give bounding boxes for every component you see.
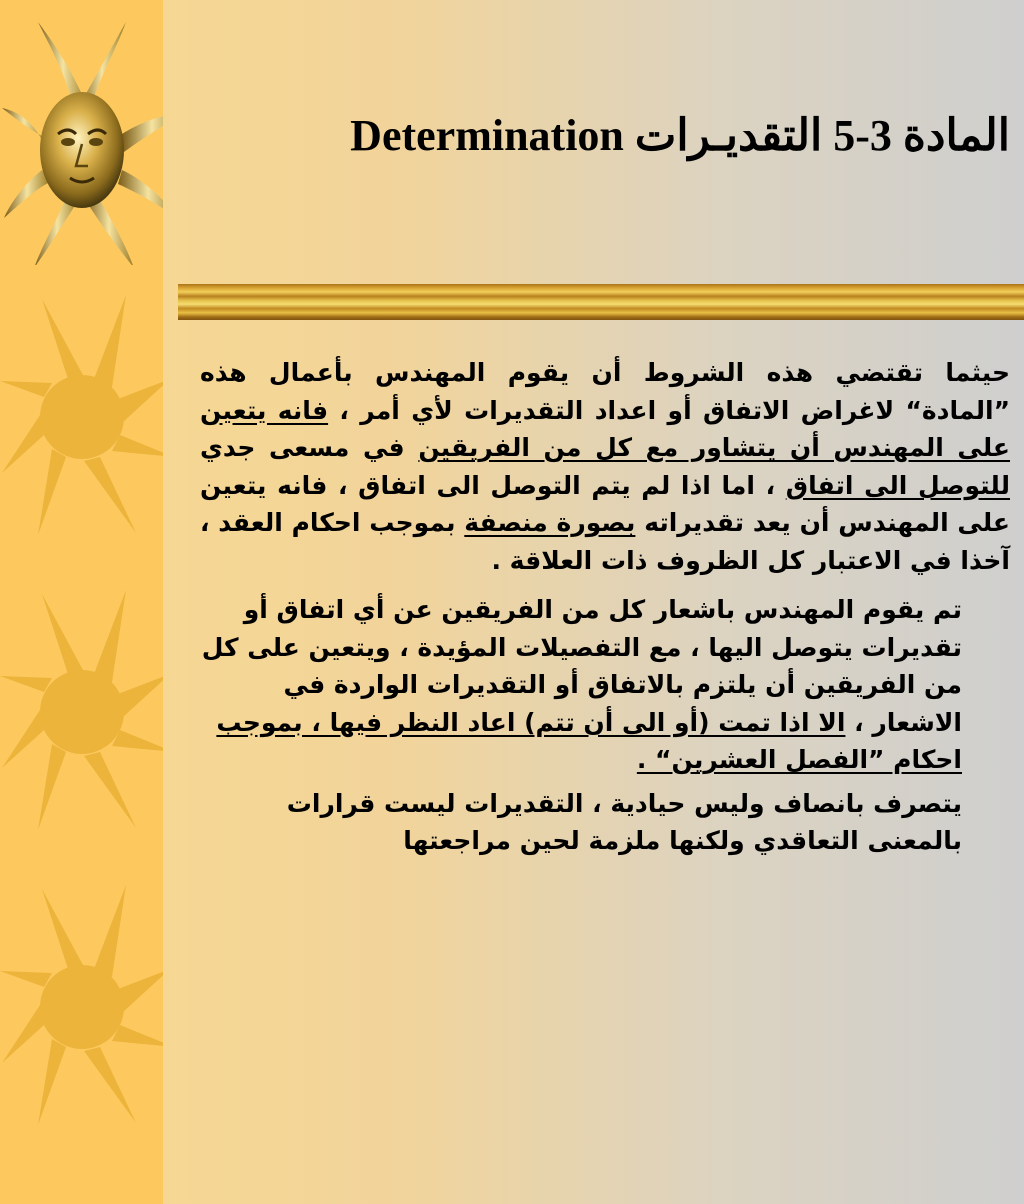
paragraph-1 — [200, 354, 1010, 579]
slide-body — [200, 354, 1010, 860]
paragraph-1-text: حيثما تقتضي هذه الشروط أن يقوم المهندس بأعمال هذه ”المادة“ لاغراض الاتفاق أو اعداد التقديرات لأي أمر ، — [200, 358, 1010, 425]
gold-divider-bar — [178, 284, 1024, 320]
decorative-sidebar — [0, 0, 163, 1204]
paragraph-1-underlined-text: فانه يتعين على المهندس أن يتشاور مع كل من الفريقين — [200, 395, 1011, 462]
sun-icon — [0, 285, 163, 550]
paragraph-2-text: تم يقوم المهندس باشعار كل من الفريقين عن أي اتفاق أو تقديرات يتوصل اليها ، مع التفصيلات المؤيدة ، ويتعين على كل من الفريقين أن يلتزم بالاتفاق أو التقديرات الواردة في الاشعار ، — [201, 595, 962, 737]
sun-icon — [0, 875, 163, 1140]
sun-icon — [0, 580, 163, 845]
paragraph-2-underlined-text: الا اذا تمت (أو الى أن تتم) اعاد النظر فيها ، بموجب احكام ”الفصل العشرين“ . — [216, 707, 962, 774]
paragraph-1-underlined-text: بصورة منصفة — [464, 508, 636, 537]
paragraph-1-text: ، اما اذا لم يتم التوصل الى اتفاق ، فانه يتعين على المهندس أن يعد تقديراته — [200, 470, 1011, 537]
gold-sun-face-icon — [0, 10, 163, 265]
paragraph-1-text: في مسعى جدي — [200, 433, 419, 462]
paragraph-1-underlined-text: للتوصل الى اتفاق — [785, 470, 1010, 500]
paragraph-2 — [200, 591, 1010, 779]
slide-title: المادة 3-5 التقديـرات Determination — [350, 111, 1010, 160]
paragraph-1-text: بموجب احكام العقد ، آخذا في الاعتبار كل الظروف ذات العلاقة . — [200, 508, 1010, 575]
paragraph-3: يتصرف بانصاف وليس حيادية ، التقديرات ليست قرارات بالمعنى التعاقدي ولكنها ملزمة لحين مراجعتها — [286, 788, 962, 855]
